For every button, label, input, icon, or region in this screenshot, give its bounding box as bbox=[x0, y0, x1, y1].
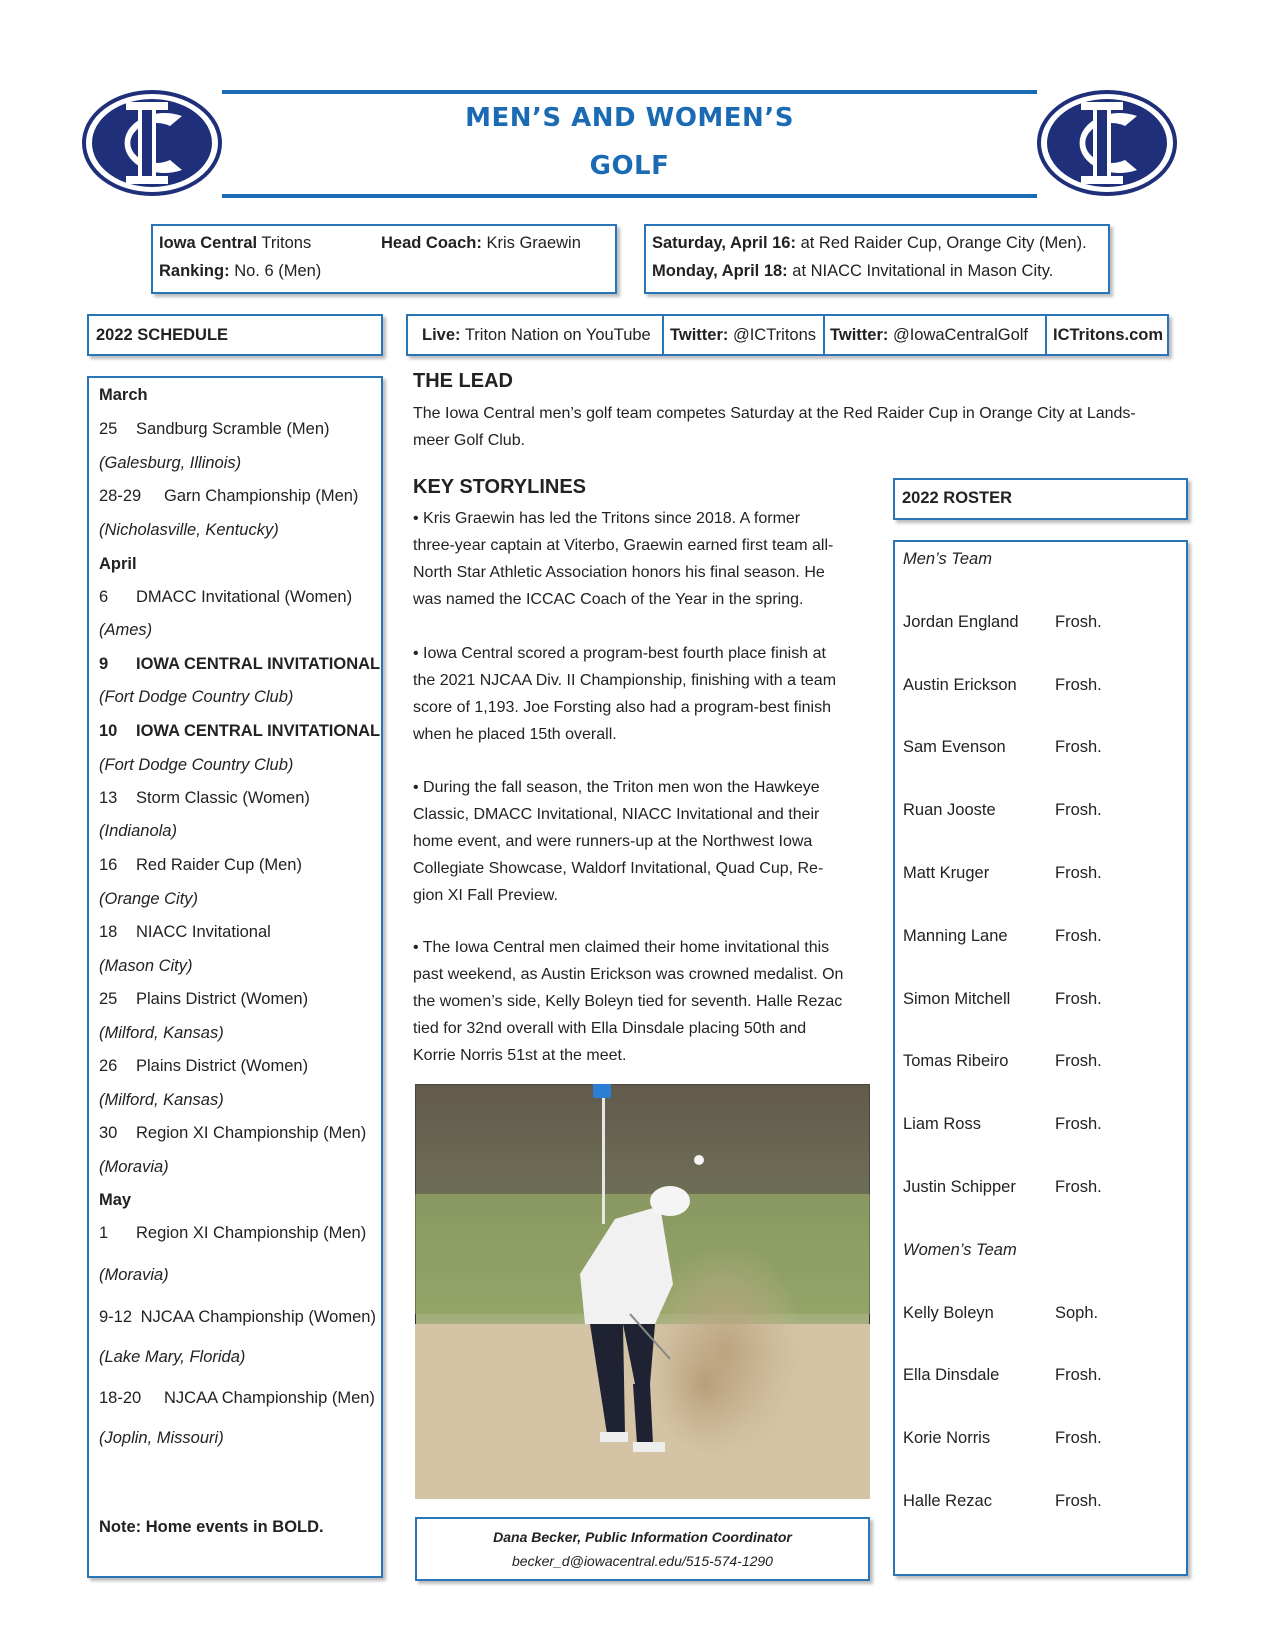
schedule-event: 13 Storm Classic (Women) bbox=[99, 789, 310, 807]
schedule-home-event: 9 IOWA CENTRAL INVITATIONAL bbox=[99, 655, 381, 673]
schedule-event: 28-29 Garn Championship (Men) bbox=[99, 487, 359, 505]
storyline-paragraph: • Kris Graewin has led the Tritons since 2018. A former three-year captain at Viterbo, Graewin earned first team all- North Star Athletic Association honors his final season. He was named the ICCAC Coach of the Year in the spring. bbox=[413, 510, 834, 608]
schedule-event: 18 NIACC Invitational bbox=[99, 923, 271, 941]
roster-player: Manning Lane Frosh. bbox=[903, 926, 1102, 945]
roster-box bbox=[893, 540, 1188, 1576]
schedule-month: March bbox=[99, 386, 148, 404]
schedule-event: 30 Region XI Championship (Men) bbox=[99, 1124, 367, 1142]
schedule-event: 25 Sandburg Scramble (Men) bbox=[99, 420, 330, 438]
title-bottom-rule bbox=[222, 194, 1037, 198]
roster-group-label: Women’s Team bbox=[903, 1240, 1017, 1259]
links-bar bbox=[406, 314, 1169, 356]
schedule-event: 1 Region XI Championship (Men) bbox=[99, 1224, 367, 1242]
schedule-location: (Moravia) bbox=[99, 1158, 169, 1176]
schedule-location: (Mason City) bbox=[99, 957, 193, 975]
twitter-link-golf[interactable]: Twitter: @IowaCentralGolf bbox=[830, 326, 1029, 344]
ic-logo-right-icon bbox=[1037, 90, 1177, 196]
storyline-paragraph: • During the fall season, the Triton men won the Hawkeye Classic, DMACC Invitational, NIACC Invitational and their home event, and were runners-up at the Northwest Iowa Collegiate Showcase, Waldorf Invitational, Quad Cup, Re- gion XI Fall Preview. bbox=[413, 779, 824, 904]
roster-player: Ella Dinsdale Frosh. bbox=[903, 1366, 1102, 1385]
roster-player: Halle Rezac Frosh. bbox=[903, 1492, 1102, 1510]
roster-player: Kelly Boleyn Soph. bbox=[903, 1303, 1099, 1322]
schedule-note: Note: Home events in BOLD. bbox=[99, 1518, 324, 1536]
roster-player: Sam Evenson Frosh. bbox=[903, 738, 1102, 757]
schedule-location: (Orange City) bbox=[99, 890, 199, 908]
roster-player: Liam Ross Frosh. bbox=[903, 1115, 1102, 1134]
schedule-header-box bbox=[87, 314, 383, 356]
roster-header-box bbox=[893, 478, 1188, 520]
upcoming-event-1: Saturday, April 16: at Red Raider Cup, Orange City (Men). bbox=[652, 234, 1087, 252]
links-divider bbox=[823, 316, 825, 354]
roster-group-label: Men’s Team bbox=[903, 550, 992, 568]
schedule-location: (Indianola) bbox=[99, 822, 177, 840]
twitter-link-ictritons[interactable]: Twitter: @ICTritons bbox=[670, 326, 817, 344]
schedule-home-event: 10 IOWA CENTRAL INVITATIONAL bbox=[99, 722, 381, 740]
contact-box bbox=[415, 1517, 870, 1581]
roster-player: Korie Norris Frosh. bbox=[903, 1429, 1102, 1448]
storyline-paragraph: • The Iowa Central men claimed their home invitational this past weekend, as Austin Erickson was crowned medalist. On the women’s side, Kelly Boleyn tied for seventh. Halle Rezac tied for 32nd overall with Ella Dinsdale placing 50th and Korrie Norris 51st at the meet. bbox=[413, 939, 844, 1064]
roster-player: Matt Kruger Frosh. bbox=[903, 864, 1102, 882]
links-divider bbox=[662, 316, 664, 354]
schedule-event: 18-20 NJCAA Championship (Men) bbox=[99, 1389, 375, 1407]
storyline-paragraph: • Iowa Central scored a program-best fourth place finish at the 2021 NJCAA Div. II Championship, finishing with a team score of 1,193. Joe Forsting also had a program-best finish when he placed 15th overall. bbox=[413, 645, 837, 743]
schedule-event: 9-12 NJCAA Championship (Women) bbox=[99, 1308, 376, 1326]
schedule-event: 6 DMACC Invitational (Women) bbox=[99, 588, 353, 606]
lead-heading: THE LEAD bbox=[413, 370, 513, 392]
lead-paragraph: The Iowa Central men’s golf team competes Saturday at the Red Raider Cup in Orange City at Lands- meer Golf Club. bbox=[413, 405, 1136, 449]
page-title-line2: GOLF bbox=[589, 151, 670, 181]
upcoming-event-2: Monday, April 18: at NIACC Invitational in Mason City. bbox=[652, 262, 1054, 280]
team-info-box bbox=[151, 224, 617, 294]
head-coach: Head Coach: Kris Graewin bbox=[381, 234, 581, 252]
schedule-month: May bbox=[99, 1191, 132, 1209]
page-title-line1: MEN’S AND WOMEN’S bbox=[465, 103, 794, 133]
live-link[interactable]: Live: Triton Nation on YouTube bbox=[422, 326, 651, 344]
schedule-location: (Lake Mary, Florida) bbox=[99, 1348, 246, 1366]
ic-logo-left-icon bbox=[82, 90, 222, 196]
schedule-event: 25 Plains District (Women) bbox=[99, 990, 309, 1008]
schedule-location: (Galesburg, Illinois) bbox=[99, 454, 242, 472]
roster-player: Tomas Ribeiro Frosh. bbox=[903, 1052, 1102, 1071]
upcoming-events-box bbox=[644, 224, 1110, 294]
team-name: Iowa Central Tritons bbox=[159, 234, 312, 252]
schedule-location: (Moravia) bbox=[99, 1266, 169, 1284]
roster-player: Justin Schipper Frosh. bbox=[903, 1178, 1102, 1196]
roster-player: Austin Erickson Frosh. bbox=[903, 675, 1102, 694]
schedule-location: (Joplin, Missouri) bbox=[99, 1429, 224, 1447]
schedule-header: 2022 SCHEDULE bbox=[96, 326, 229, 344]
golfer-bunker-photo bbox=[415, 1084, 870, 1499]
schedule-event: 26 Plains District (Women) bbox=[99, 1057, 309, 1075]
schedule-location: (Fort Dodge Country Club) bbox=[99, 756, 294, 774]
roster-player: Simon Mitchell Frosh. bbox=[903, 989, 1102, 1008]
schedule-box bbox=[87, 376, 383, 1578]
roster-player: Jordan England Frosh. bbox=[903, 612, 1102, 631]
roster-player: Ruan Jooste Frosh. bbox=[903, 801, 1102, 820]
schedule-location: (Milford, Kansas) bbox=[99, 1091, 224, 1109]
schedule-location: (Fort Dodge Country Club) bbox=[99, 688, 294, 706]
team-ranking: Ranking: No. 6 (Men) bbox=[159, 262, 322, 280]
title-top-rule bbox=[222, 90, 1037, 94]
roster-header: 2022 ROSTER bbox=[902, 489, 1013, 507]
schedule-location: (Ames) bbox=[99, 621, 153, 639]
storylines-heading: KEY STORYLINES bbox=[413, 476, 587, 498]
schedule-event: 16 Red Raider Cup (Men) bbox=[99, 856, 302, 874]
website-link[interactable]: ICTritons.com bbox=[1053, 326, 1164, 344]
contact-name: Dana Becker, Public Information Coordinator bbox=[493, 1529, 792, 1545]
links-divider bbox=[1045, 316, 1047, 354]
schedule-month: April bbox=[99, 555, 137, 573]
schedule-location: (Milford, Kansas) bbox=[99, 1024, 224, 1042]
contact-info: becker_d@iowacentral.edu/515-574-1290 bbox=[512, 1553, 773, 1569]
schedule-location: (Nicholasville, Kentucky) bbox=[99, 521, 279, 539]
